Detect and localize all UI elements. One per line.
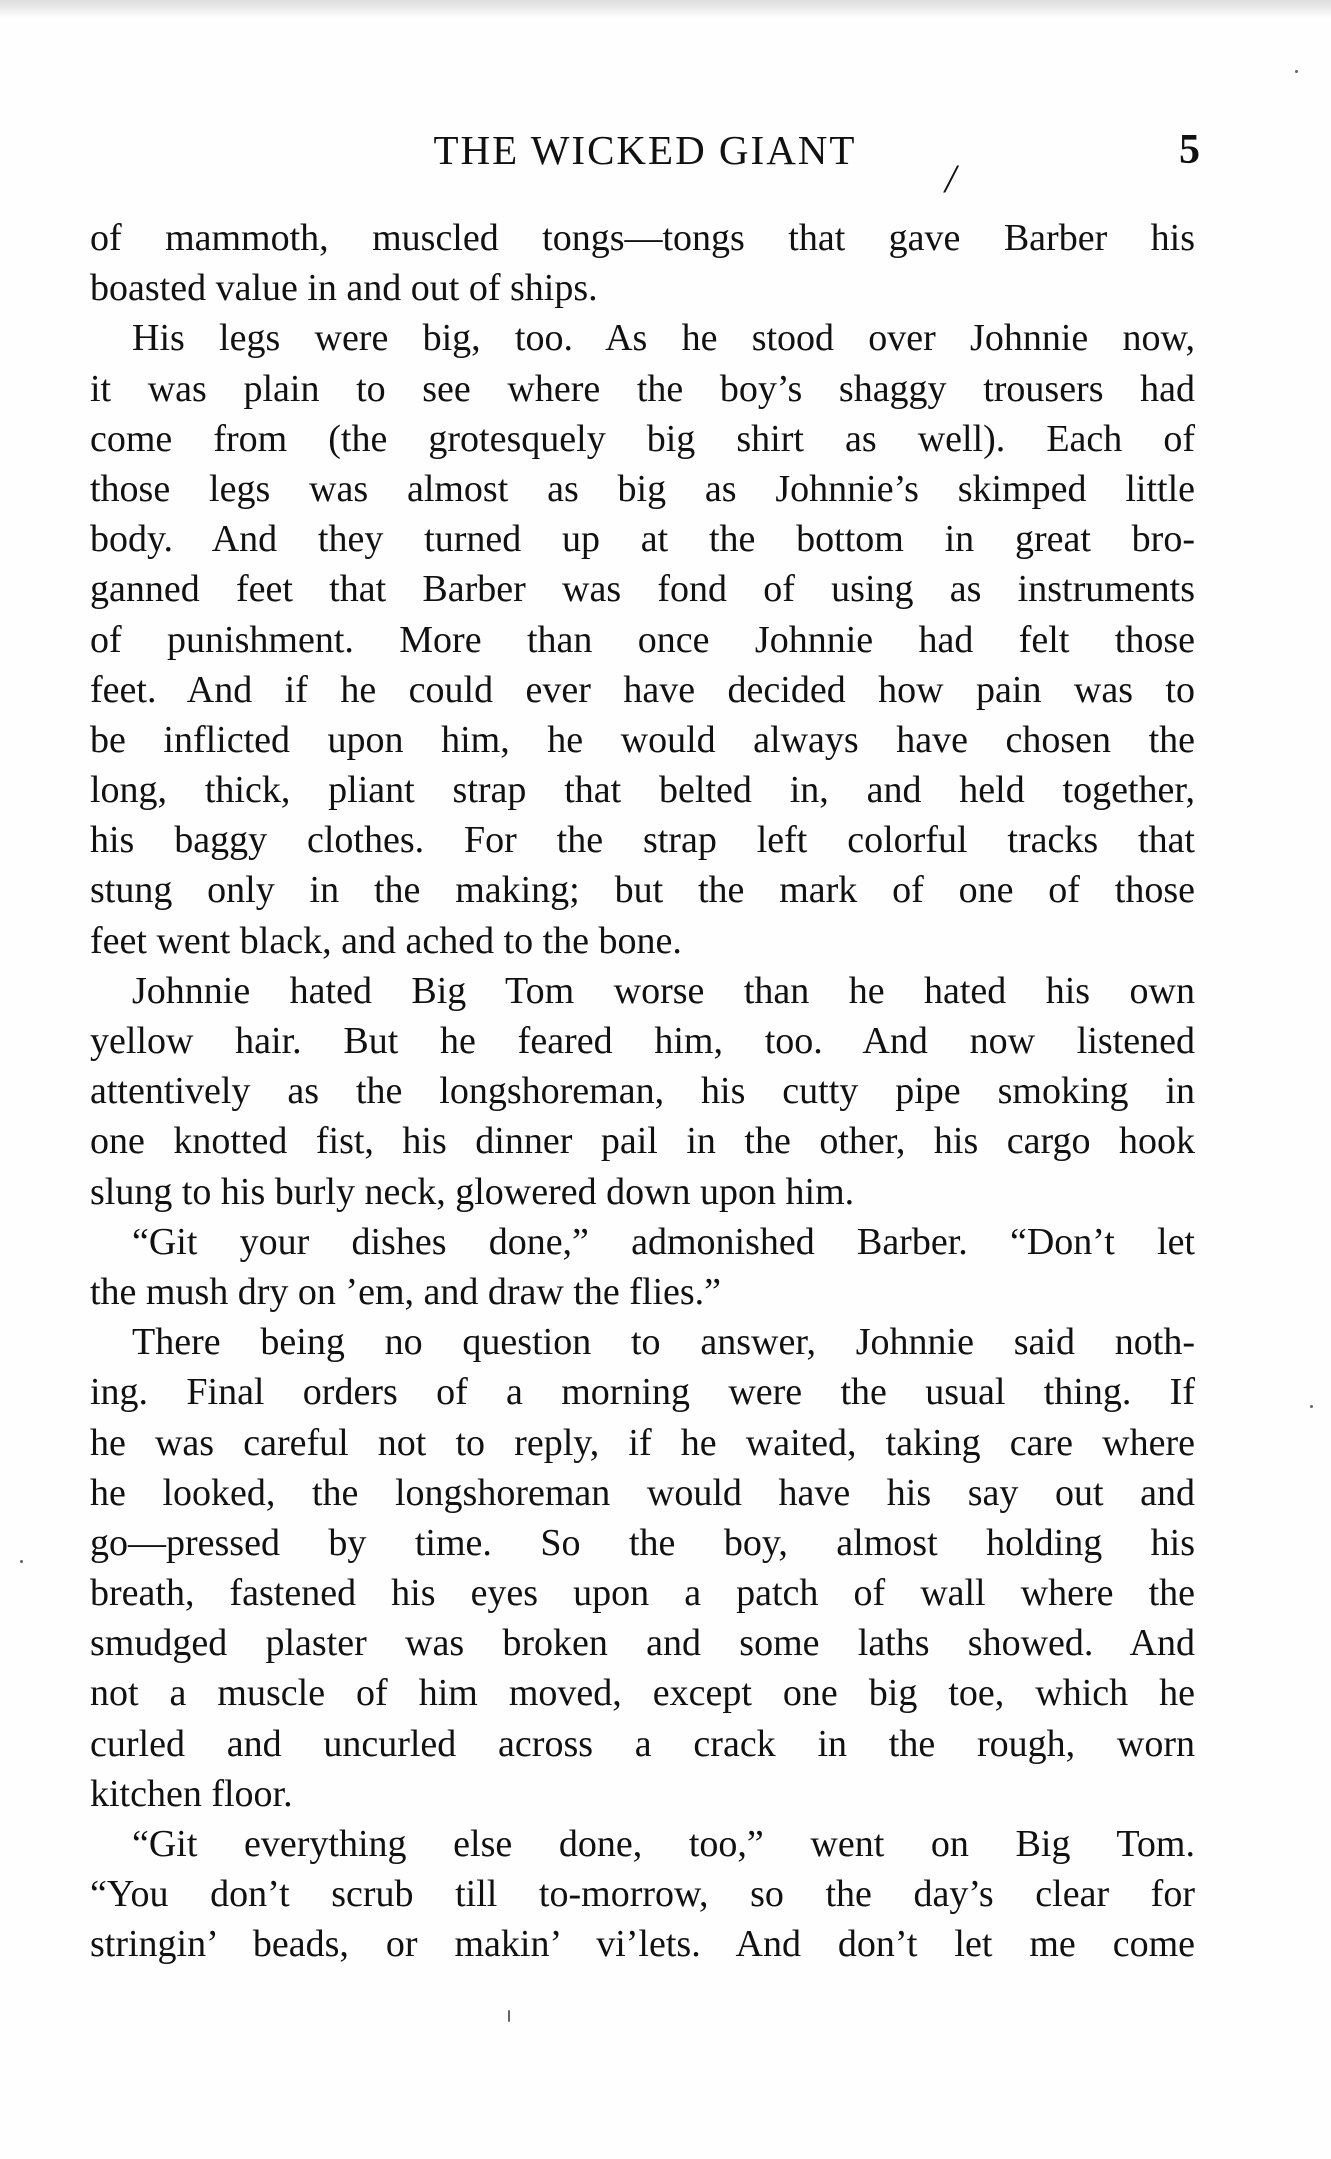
print-speck (1310, 1405, 1313, 1408)
text-line: “Git everything else done, too,” went on Big Tom. (132, 1823, 1195, 1865)
text-line: the mush dry on ’em, and draw the flies.” (90, 1270, 722, 1313)
print-speck (20, 1560, 23, 1563)
text-line: come from (the grotesquely big shirt as well). Each of (90, 417, 1195, 460)
text-line: boasted value in and out of ships. (90, 267, 598, 310)
text-line: stringin’ beads, or makin’ vi’lets. And don’t let me come (90, 1923, 1195, 1966)
page-edge-shading (0, 0, 1331, 18)
text-line: attentively as the longshoreman, his cutty pipe smoking in (90, 1070, 1195, 1113)
text-line: it was plain to see where the boy’s shaggy trousers had (90, 367, 1195, 410)
text-line: There being no question to answer, Johnnie said noth- (132, 1321, 1195, 1364)
text-line: curled and uncurled across a crack in the rough, worn (90, 1722, 1195, 1765)
stray-mark: / (945, 156, 957, 201)
text-line: breath, fastened his eyes upon a patch of wall where the (90, 1572, 1195, 1615)
print-speck (1295, 70, 1298, 73)
text-line: yellow hair. But he feared him, too. And now listened (90, 1020, 1195, 1062)
running-title: THE WICKED GIANT (433, 127, 857, 173)
text-line: of mammoth, muscled tongs—tongs that gave Barber his (90, 217, 1195, 259)
text-line: kitchen floor. (90, 1772, 293, 1815)
text-line: ing. Final orders of a morning were the usual thing. If (90, 1371, 1195, 1414)
text-line: body. And they turned up at the bottom in great bro- (90, 518, 1195, 561)
text-line: not a muscle of him moved, except one big toe, which he (90, 1672, 1195, 1715)
text-line: feet. And if he could ever have decided how pain was to (90, 668, 1195, 711)
text-line: those legs was almost as big as Johnnie’s skimped little (90, 467, 1195, 510)
print-speck (508, 2010, 510, 2022)
text-line: be inflicted upon him, he would always have chosen the (90, 718, 1195, 761)
page-number: 5 (1179, 127, 1200, 173)
text-line: go—pressed by time. So the boy, almost holding his (90, 1521, 1195, 1564)
text-line: “Git your dishes done,” admonished Barber. “Don’t let (132, 1220, 1195, 1263)
text-line: smudged plaster was broken and some laths showed. And (90, 1622, 1195, 1665)
body-text (90, 213, 1195, 1970)
text-line: slung to his burly neck, glowered down upon him. (90, 1170, 855, 1213)
text-line: he looked, the longshoreman would have his say out and (90, 1471, 1195, 1514)
text-line: his baggy clothes. For the strap left colorful tracks that (90, 819, 1195, 862)
text-line: “You don’t scrub till to-morrow, so the day’s clear for (90, 1873, 1195, 1916)
text-line: His legs were big, too. As he stood over Johnnie now, (132, 317, 1195, 360)
running-head (90, 126, 1200, 186)
text-line: of punishment. More than once Johnnie had felt those (90, 618, 1195, 661)
text-line: one knotted fist, his dinner pail in the other, his cargo hook (90, 1120, 1195, 1163)
text-line: Johnnie hated Big Tom worse than he hated his own (132, 969, 1195, 1012)
text-line: stung only in the making; but the mark of one of those (90, 869, 1195, 912)
text-line: ganned feet that Barber was fond of using as instruments (90, 568, 1195, 611)
text-line: he was careful not to reply, if he waited, taking care where (90, 1421, 1195, 1464)
text-line: long, thick, pliant strap that belted in, and held together, (90, 769, 1195, 812)
text-line: feet went black, and ached to the bone. (90, 919, 682, 962)
